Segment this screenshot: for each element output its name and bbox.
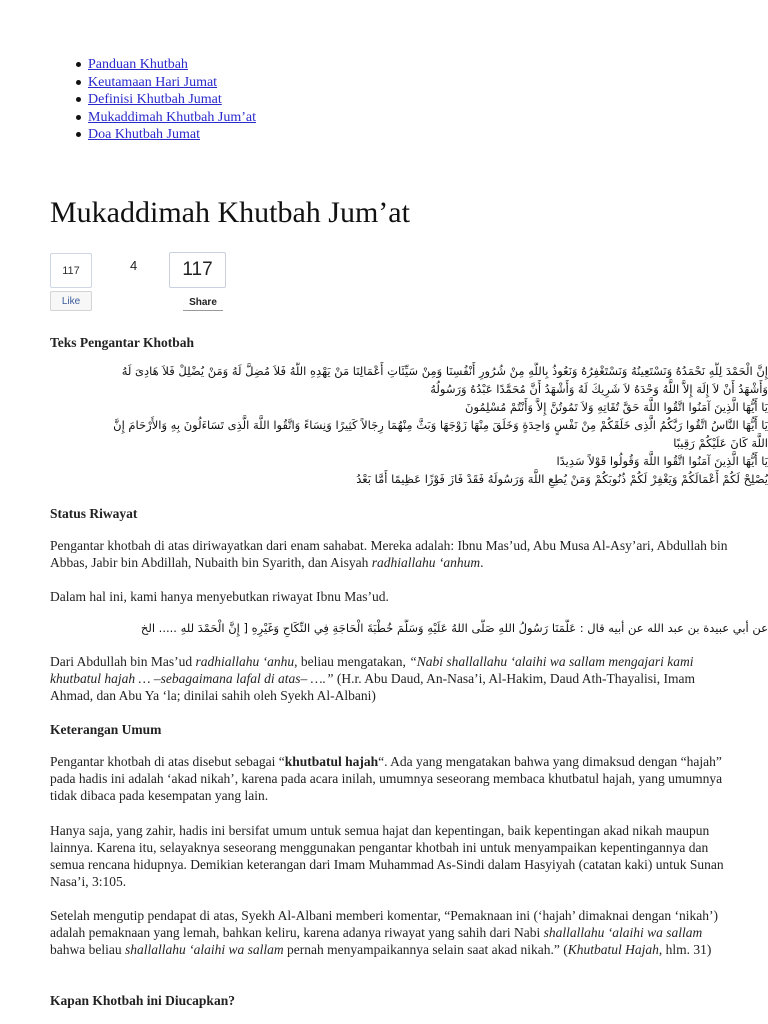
section-heading-status: Status Riwayat (50, 506, 138, 521)
arabic-line: يَا أَيُّهَا الَّذِينَ آمَنُوا اتَّقُوا اللَّهَ حَقَّ تُقَاتِهِ وَلاَ تَمُوتُنَّ إِلاَّ وَأَنْتُمْ مُسْلِمُونَ (465, 400, 768, 414)
italic-text: shallallahu ‘alaihi wa sallam (543, 925, 703, 940)
hadith-arabic: عن أبي عبيدة بن عبد الله عن أبيه قال : عَلَّمَنَا رَسُولُ اللهِ صَلَّى اللهُ عَلَيْهِ وَسَلَّمَ خُطْبَةَ الْحَاجَةِ فِي النِّكَاحِ وَغَيْرِهِ [ إِنَّ الْحَمْدَ للهِ ..... الخ (140, 621, 768, 635)
arabic-line: يُصْلِحْ لَكُمْ أَعْمَالَكُمْ وَيَغْفِرْ لَكُمْ ذُنُوبَكُمْ وَمَنْ يُطِعِ اللَّهَ وَرَسُولَهُ فَقَدْ فَازَ فَوْزًا عَظِيمًا أَمَّا بَعْدُ (356, 472, 768, 486)
text: Pengantar khotbah di atas disebut sebagai “ (50, 754, 285, 769)
text: Pengantar khotbah di atas diriwayatkan dari enam sahabat. Mereka adalah: Ibnu Mas’ud, Abu Musa Al-Asy’ari, Abdullah bin Abbas, Jabir bin Abdillah, Nubaith bin Syarith, dan Aisyah (50, 538, 728, 570)
arabic-line: يَا أَيُّهَا الَّذِينَ آمَنُوا اتَّقُوا اللَّهَ وَقُولُوا قَوْلاً سَدِيدًا (556, 454, 768, 468)
text: Setelah mengutip pendapat di atas, Syekh Al-Albani memberi komentar, “Pemaknaan ini (‘hajah’ dimaknai dengan ‘nikah’) adalah pemaknaan yang lemah, bahkan keliru, karena adanya riwayat yang sahih dari Nabi (50, 908, 718, 940)
keterangan-paragraph-2: Hanya saja, yang zahir, hadis ini bersifat umum untuk semua hajat dan kepentingan, baik kepentingan akad nikah maupun lainnya. Karena itu, selayaknya seseorang menggunakan pengantar khotbah ini untuk menyampaikan kepentingannya dan semua rencana hidupnya. Demikian keterangan dari Imam Muhammad As-Sindi dalam Hasyiyah (catatan kaki) untuk Sunan Nasa’i, 3:105. (50, 823, 724, 889)
like-count-bubble: 117 (50, 253, 92, 288)
section-heading-kapan: Kapan Khotbah ini Diucapkan? (50, 993, 235, 1008)
toc-item (88, 56, 256, 74)
arabic-line: يَا أَيُّهَا النَّاسُ اتَّقُوا رَبَّكُمُ الَّذِى خَلَقَكُمْ مِنْ نَفْسٍ وَاحِدَةٍ وَخَلَقَ مِنْهَا زَوْجَهَا وَبَثَّ مِنْهُمَا رِجَالاً كَثِيرًا وَنِسَاءً وَاتَّقُوا اللَّهَ الَّذِى تَسَاءَلُونَ بِهِ وَالأَرْحَامَ إِنَّ (113, 418, 768, 432)
arabic-line: إِنَّ الْحَمْدَ لِلَّهِ نَحْمَدُهُ وَنَسْتَعِينُهُ وَنَسْتَغْفِرُهُ وَنَعُوذُ بِاللَّهِ مِنْ شُرُورِ أَنْفُسِنَا وَمِنْ سَيِّئَاتِ أَعْمَالِنَا مَنْ يَهْدِهِ اللَّهُ فَلاَ مُضِلَّ لَهُ وَمَنْ يُضْلِلْ فَلاَ هَادِىَ لَهُ (121, 364, 768, 378)
share-count-bubble: 117 (169, 252, 226, 288)
share-button[interactable]: Share (183, 294, 223, 311)
italic-text: radhiallahu ‘anhu (195, 654, 295, 669)
toc-item (88, 126, 256, 144)
text: pernah menyampaikannya selain saat akad nikah.” ( (283, 942, 568, 957)
social-share-bar (50, 252, 250, 312)
toc-item (88, 109, 256, 127)
text: Dari Abdullah bin Mas’ud (50, 654, 196, 669)
text: , hlm. 31) (658, 942, 712, 957)
arabic-line: وَأَشْهَدُ أَنْ لاَ إِلَهَ إِلاَّ اللَّهُ وَحْدَهُ لاَ شَرِيكَ لَهُ وَأَشْهَدُ أَنَّ مُحَمَّدًا عَبْدُهُ وَرَسُولُهُ (430, 382, 768, 396)
toc-link-doa-khutbah-jumat[interactable]: Doa Khutbah Jumat (88, 127, 200, 142)
section-heading-keterangan: Keterangan Umum (50, 722, 162, 737)
italic-quote: “Nabi shallallahu ‘alaihi wa sallam mengajari kami khutbatul hajah … –sebagaimana lafal di atas– ….” (50, 654, 694, 686)
section-heading-teks: Teks Pengantar Khotbah (50, 335, 195, 350)
toc-link-mukaddimah-khutbah[interactable]: Mukaddimah Khutbah Jum’at (88, 109, 256, 125)
table-of-contents (88, 56, 256, 144)
like-button[interactable]: Like (50, 291, 92, 311)
page-title: Mukaddimah Khutbah Jum’at (50, 196, 410, 229)
dari-paragraph (50, 653, 730, 704)
toc-link-keutamaan-hari-jumat[interactable]: Keutamaan Hari Jumat (88, 74, 218, 90)
text: (H.r. Abu Daud, An-Nasa’i, Al-Hakim, Daud Ath-Thayalisi, Imam Ahmad, dan Abu Ya ‘la; dinilai sahih oleh Syekh Al-Albani) (50, 671, 695, 703)
status-paragraph-1 (50, 537, 730, 571)
text: . (480, 555, 484, 570)
keterangan-paragraph-3 (50, 907, 730, 958)
italic-text: Khutbatul Hajah (567, 942, 659, 957)
toc-link-panduan-khutbah[interactable]: Panduan Khutbah (88, 57, 188, 72)
toc-item (88, 91, 256, 109)
text: , beliau mengatakan, (294, 654, 410, 669)
italic-text: radhiallahu ‘anhum (371, 555, 481, 570)
arabic-line: اللَّهَ كَانَ عَلَيْكُمْ رَقِيبًا (673, 436, 768, 450)
toc-item (88, 74, 256, 92)
arabic-khutbah-text (50, 362, 768, 488)
plus-count: 4 (130, 258, 138, 273)
bold-text: khutbatul hajah (284, 754, 379, 769)
text: “. Ada yang mengatakan bahwa yang dimaksud dengan “hajah” pada hadis ini adalah ‘akad nikah’, karena pada acara inilah, umumnya seseorang membaca khutbatul hajah, yang umumnya tidak dibaca pada kesempatan yang lain. (50, 754, 723, 803)
text: bahwa beliau (50, 942, 125, 957)
toc-link-definisi-khutbah-jumat[interactable]: Definisi Khutbah Jumat (88, 92, 222, 107)
italic-text: shallallahu ‘alaihi wa sallam (124, 942, 284, 957)
status-paragraph-2: Dalam hal ini, kami hanya menyebutkan riwayat Ibnu Mas’ud. (50, 589, 389, 604)
keterangan-paragraph-1 (50, 753, 730, 804)
